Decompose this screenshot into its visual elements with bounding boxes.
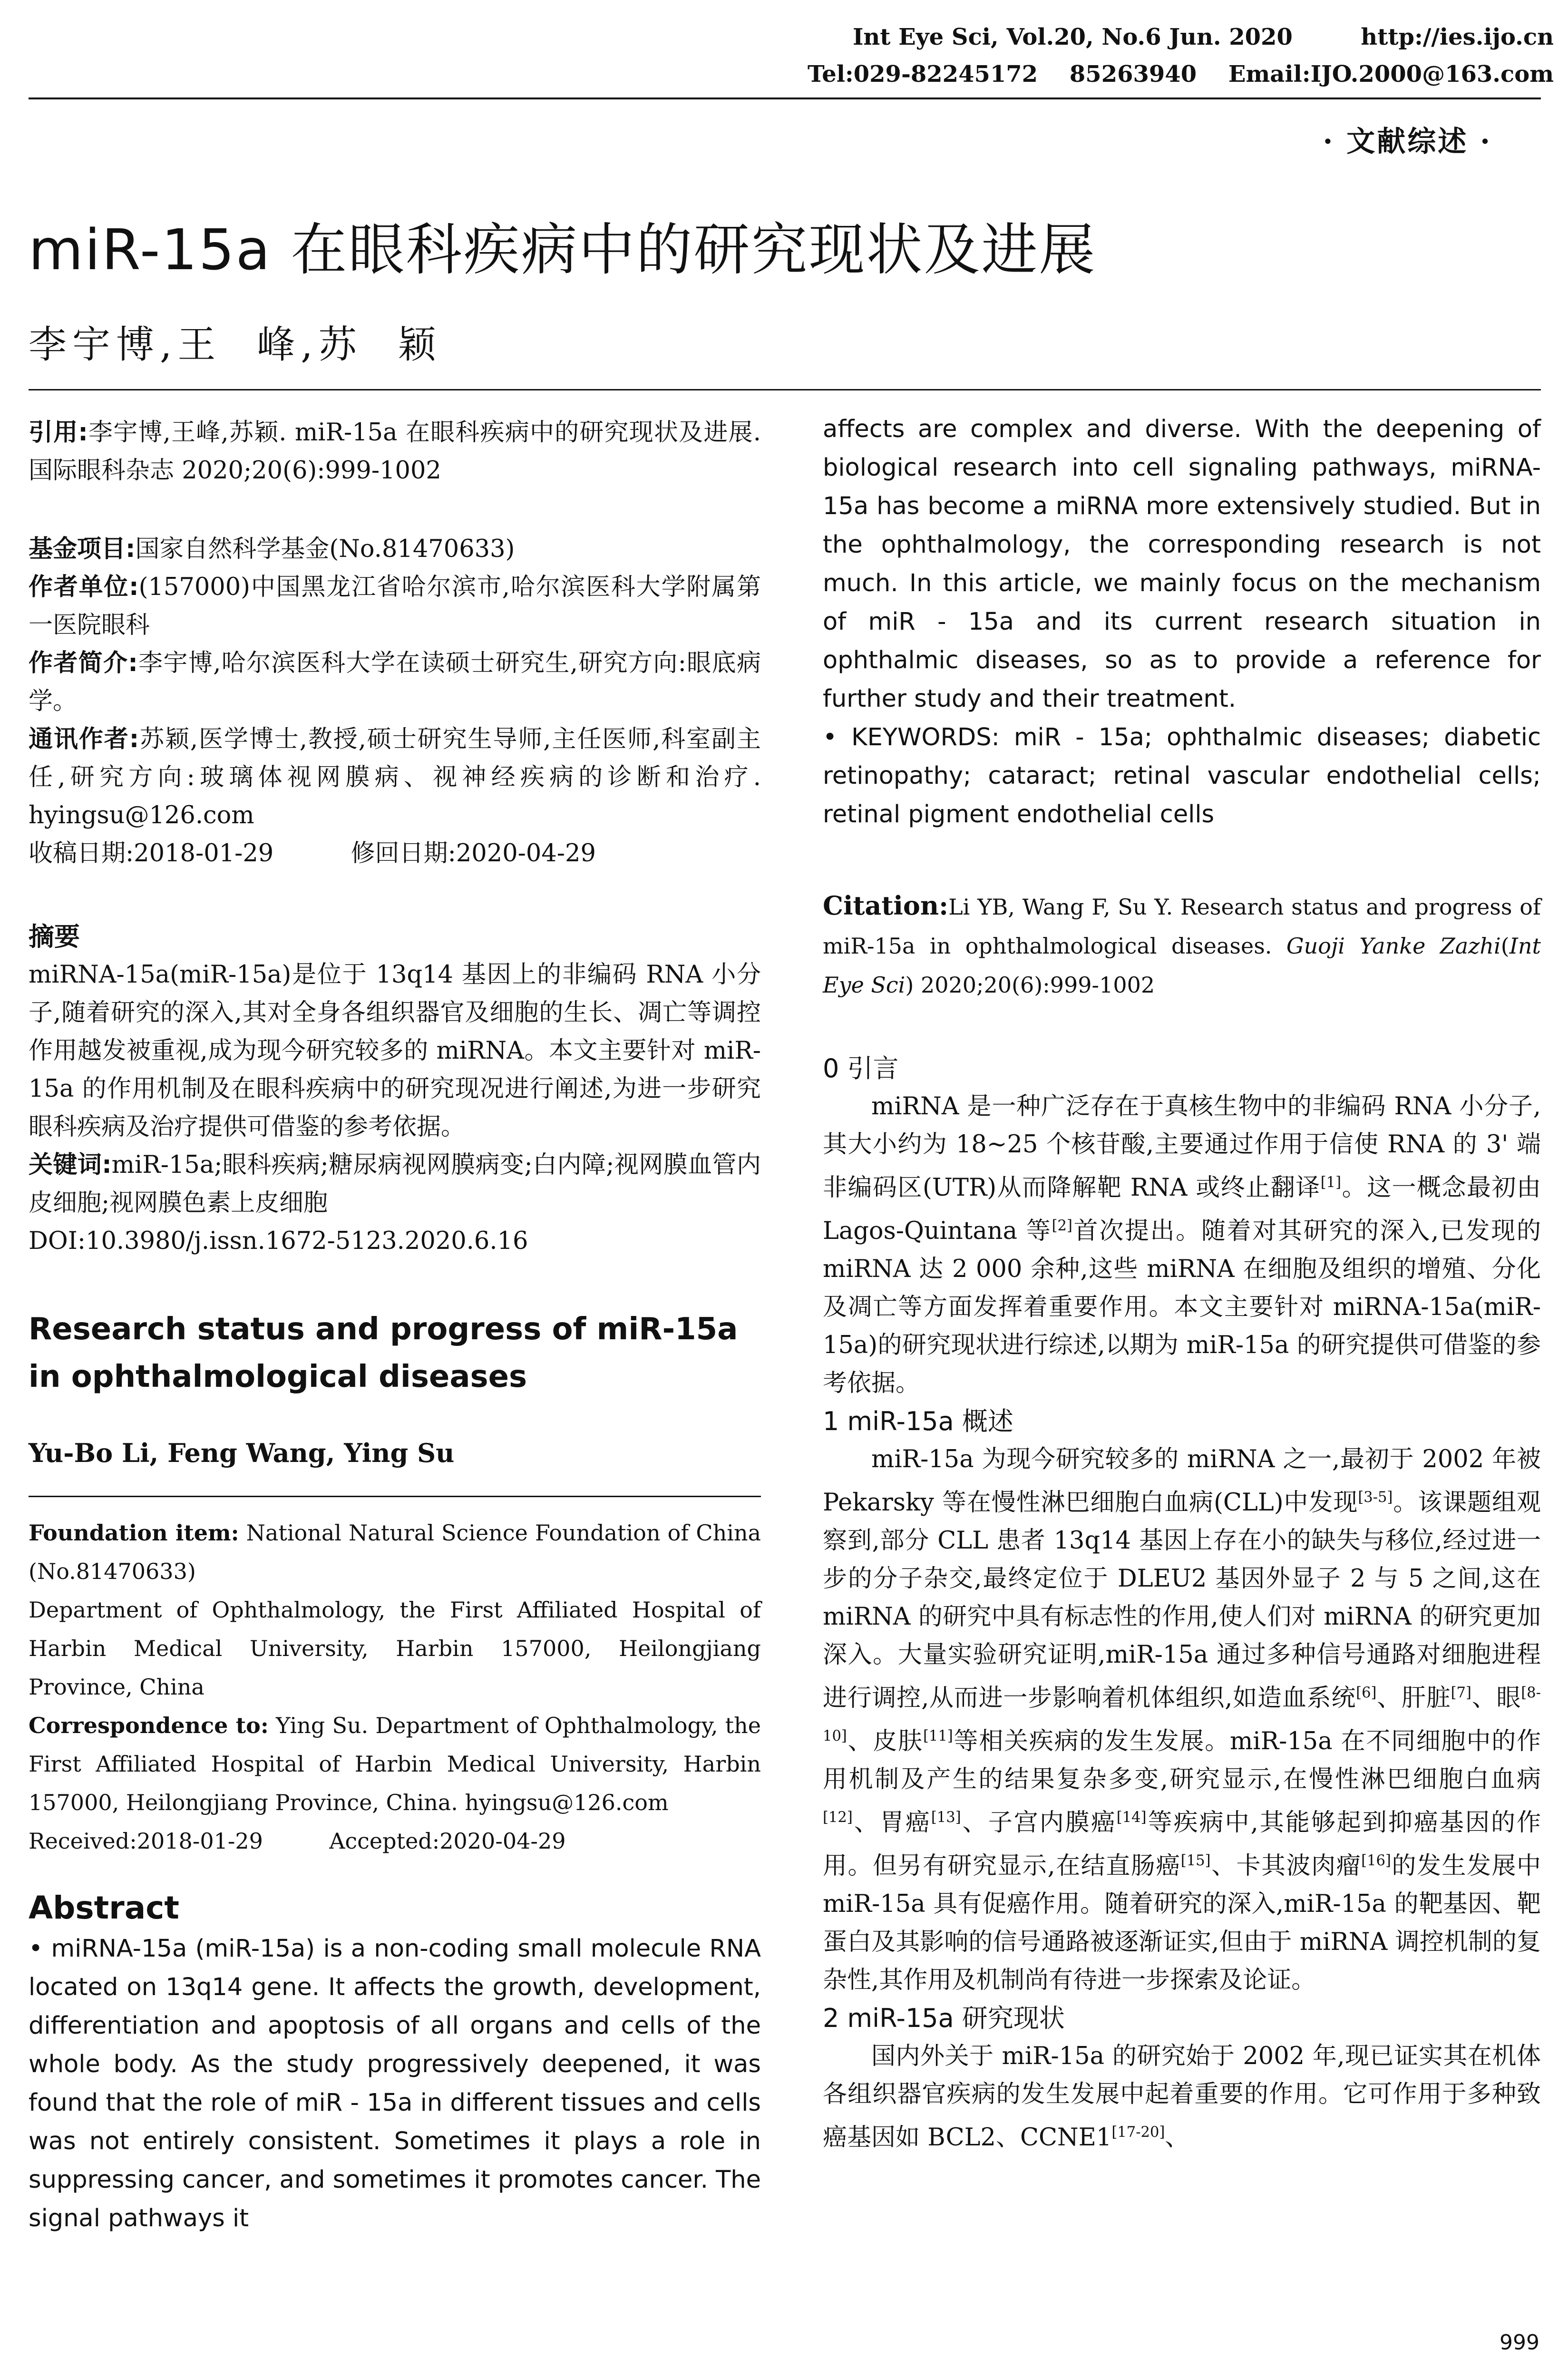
citation-en-paren: ( xyxy=(1500,933,1510,959)
accepted-en: Accepted:2020-04-29 xyxy=(329,1828,566,1854)
affiliation-text: (157000)中国黑龙江省哈尔滨市,哈尔滨医科大学附属第一医院眼科 xyxy=(29,573,761,639)
section-1-heading: 1 miR-15a 概述 xyxy=(823,1406,1013,1436)
sec1-text-b: 。该课题组观察到,部分 CLL 患者 13q14 基因上存在小的缺失与移位,经过进一步的分子杂交,最终定位于 DLEU2 基因外显子 2 与 5 之间,这在 miRNA 的研究中具有标志性的作用,使人们对 miRNA 的研究更加深入。大量实验研究证明,miR-15a 通过多种信号通路对细胞进程进行调控,从而进一步影响着机体组织,如造血系统 xyxy=(823,1489,1541,1712)
correspondence xyxy=(29,1706,761,1822)
citation-label: 引用: xyxy=(29,419,88,447)
ref-2[interactable]: [2] xyxy=(1052,1218,1072,1234)
sec1-text-k: 的发生发展中 miR-15a 具有促癌作用。随着研究的深入,miR-15a 的靶基因、靶蛋白及其影响的信号通路被逐渐证实,但由于 miRNA 调控机制的复杂性,其作用及机制尚有待进一步探索及论证。 xyxy=(823,1852,1541,1994)
sec0-text-b: 。这一概念最初由 Lagos-Quintana 等 xyxy=(823,1174,1541,1245)
section-1-paragraph xyxy=(823,1441,1541,1999)
section-0-paragraph xyxy=(823,1088,1541,1403)
abstract-heading-cn: 摘要 xyxy=(29,922,80,952)
english-title: Research status and progress of miR-15a in ophthalmological diseases xyxy=(29,1312,738,1394)
fund-text: 国家自然科学基金(No.81470633) xyxy=(135,535,515,563)
ref-7[interactable]: [7] xyxy=(1451,1685,1471,1701)
ref-6[interactable]: [6] xyxy=(1356,1685,1377,1701)
dates-en xyxy=(29,1822,761,1861)
foundation-label: Foundation item: xyxy=(29,1520,239,1546)
keywords-cn xyxy=(29,1146,761,1222)
ref-17-20[interactable]: [17-20] xyxy=(1111,2124,1165,2141)
page-title: miR-15a 在眼科疾病中的研究现状及进展 xyxy=(29,217,1097,283)
ref-12[interactable]: [12] xyxy=(823,1809,853,1826)
author-bio-label: 作者简介: xyxy=(29,649,138,677)
page-number: 999 xyxy=(1500,2330,1539,2355)
ref-11[interactable]: [11] xyxy=(923,1728,953,1744)
authors-cn: 李宇博,王 峰,苏 颖 xyxy=(29,322,442,367)
sec1-text-j: 、卡其波肉瘤 xyxy=(1210,1852,1362,1880)
keywords-en: • KEYWORDS: miR - 15a; ophthalmic diseases; diabetic retinopathy; cataract; retinal vascular endothelial cells; retinal pigment endothelial cells xyxy=(823,723,1541,828)
correspondence-text: Ying Su. Department of Ophthalmology, the First Affiliated Hospital of Harbin Medical University, Harbin 157000, Heilongjiang Province, China. hyingsu@126.com xyxy=(29,1713,761,1815)
ref-13[interactable]: [13] xyxy=(931,1809,961,1826)
affiliation-label: 作者单位: xyxy=(29,573,139,601)
right-column xyxy=(823,410,1541,2157)
author-bio-text: 李宇博,哈尔滨医科大学在读硕士研究生,研究方向:眼底病学。 xyxy=(29,649,761,715)
abstract-text-cn: miRNA-15a(miR-15a)是位于 13q14 基因上的非编码 RNA 小分子,随着研究的深入,其对全身各组织器官及细胞的生长、凋亡等调控作用越发被重视,成为现今研究较多的 miRNA。本文主要针对 miR-15a 的作用机制及在眼科疾病中的研究现况进行阐述,为进一步研究眼科疾病及治疗提供可借鉴的参考依据。 xyxy=(29,961,761,1141)
ref-15[interactable]: [15] xyxy=(1180,1852,1211,1869)
sec1-text-h: 、子宫内膜癌 xyxy=(961,1809,1117,1837)
corresponding-text: 苏颖,医学博士,教授,硕士研究生导师,主任医师,科室副主任,研究方向:玻璃体视网膜病、视神经疾病的诊断和治疗. hyingsu@126.com xyxy=(29,725,761,829)
citation-cn xyxy=(29,414,761,490)
citation-en-label: Citation: xyxy=(823,890,949,921)
citation-en-text-a: Li YB, Wang F, Su Y. Research status and progress of miR-15a in ophthalmological diseases. xyxy=(823,894,1541,959)
section-2-heading: 2 miR-15a 研究现状 xyxy=(823,2003,1065,2033)
section-label: · 文献综述 · xyxy=(1323,125,1492,158)
journal-header-line1 xyxy=(853,24,1554,50)
sec2-text-a: 国内外关于 miR-15a 的研究始于 2002 年,现已证实其在机体各组织器官疾病的发生发展中起着重要的作用。它可作用于多种致癌基因如 BCL2、CCNE1 xyxy=(823,2042,1541,2152)
foundation-text: National Natural Science Foundation of China (No.81470633) xyxy=(29,1520,761,1584)
fund-item xyxy=(29,530,761,568)
citation-en-journal-en: Int Eye Sci xyxy=(823,933,1541,998)
corresponding-author xyxy=(29,721,761,835)
abstract-text-en: • miRNA-15a (miR-15a) is a non-coding small molecule RNA located on 13q14 gene. It affects the growth, development, differentiation and apoptosis of all organs and cells of the whole body. As the study progressively deepened, it was found that the role of miR - 15a in different tissues and cells was not entirely consistent. Sometimes it plays a role in suppressing cancer, and sometimes it promotes cancer. The signal pathways it xyxy=(29,1935,761,2232)
sec1-text-a: miR-15a 为现今研究较多的 miRNA 之一,最初于 2002 年被 Pekarsky 等在慢性淋巴细胞白血病(CLL)中发现 xyxy=(823,1445,1541,1517)
abstract-heading-en: Abstract xyxy=(29,1890,179,1926)
sec1-text-i: 等疾病中,其能够起到抑癌基因的作用。但另有研究显示,在结直肠癌 xyxy=(823,1809,1541,1880)
department: Department of Ophthalmology, the First Affiliated Hospital of Harbin Medical University, Harbin 157000, Heilongjiang Province, China xyxy=(29,1597,761,1700)
sec0-text-a: miRNA 是一种广泛存在于真核生物中的非编码 RNA 小分子,其大小约为 18~25 个核苷酸,主要通过作用于信使 RNA 的 3' 端非编码区(UTR)从而降解靶 RNA 或终止翻译 xyxy=(823,1092,1541,1202)
dates-cn xyxy=(29,835,761,873)
section-2-paragraph xyxy=(823,2037,1541,2157)
citation-en-text-b: ) 2020;20(6):999-1002 xyxy=(905,972,1155,998)
journal-citation: Int Eye Sci, Vol.20, No.6 Jun. 2020 xyxy=(852,24,1293,50)
ref-16[interactable]: [16] xyxy=(1361,1852,1391,1869)
corresponding-label: 通讯作者: xyxy=(29,725,139,753)
sec1-text-c: 、肝脏 xyxy=(1376,1684,1451,1712)
citation-en xyxy=(823,886,1541,1004)
sec1-text-g: 、胃癌 xyxy=(852,1809,931,1837)
received-en: Received:2018-01-29 xyxy=(29,1828,263,1854)
title-rule xyxy=(29,389,1541,390)
journal-url[interactable]: http://ies.ijo.cn xyxy=(1361,24,1554,50)
sec1-text-f: 等相关疾病的发生发展。miR-15a 在不同细胞中的作用机制及产生的结果复杂多变,研究显示,在慢性淋巴细胞白血病 xyxy=(823,1727,1541,1793)
header-rule xyxy=(29,97,1541,99)
correspondence-label: Correspondence to: xyxy=(29,1713,269,1738)
english-authors: Yu-Bo Li, Feng Wang, Ying Su xyxy=(29,1438,455,1468)
left-column xyxy=(29,414,761,2238)
ref-14[interactable]: [14] xyxy=(1116,1809,1147,1826)
section-0-heading: 0 引言 xyxy=(823,1053,899,1083)
keywords-text: miR-15a;眼科疾病;糖尿病视网膜病变;白内障;视网膜血管内皮细胞;视网膜色素上皮细胞 xyxy=(29,1151,761,1217)
affiliation xyxy=(29,568,761,644)
ref-3-5[interactable]: [3-5] xyxy=(1358,1489,1393,1506)
sec1-text-e: 、皮肤 xyxy=(847,1727,923,1755)
journal-header-line2: Tel:029-82245172 85263940 Email:IJO.2000@163.com xyxy=(808,61,1554,88)
ref-1[interactable]: [1] xyxy=(1320,1174,1342,1191)
foundation-item xyxy=(29,1514,761,1591)
abstract-text-en-continued: affects are complex and diverse. With the deepening of biological research into cell signaling pathways, miRNA-15a has become a miRNA more extensively studied. But in the ophthalmology, the corresponding research is not much. In this article, we mainly focus on the mechanism of miR - 15a and its current research situation in ophthalmic diseases, so as to provide a reference for further study and their treatment. xyxy=(823,415,1541,713)
fund-label: 基金项目: xyxy=(29,535,136,563)
author-bio xyxy=(29,644,761,721)
doi[interactable]: DOI:10.3980/j.issn.1672-5123.2020.6.16 xyxy=(29,1227,528,1255)
citation-en-journal: Guoji Yanke Zazhi xyxy=(1286,933,1501,959)
keywords-label: 关键词: xyxy=(29,1151,112,1179)
ref-8-10[interactable]: [8-10] xyxy=(823,1685,1541,1744)
revised-date: 修回日期:2020-04-29 xyxy=(351,839,596,867)
sec2-text-b: 、 xyxy=(1165,2124,1189,2152)
sec1-text-d: 、眼 xyxy=(1471,1684,1521,1712)
received-date: 收稿日期:2018-01-29 xyxy=(29,839,274,867)
citation-text: 李宇博,王峰,苏颖. miR-15a 在眼科疾病中的研究现状及进展. 国际眼科杂志 2020;20(6):999-1002 xyxy=(29,419,761,485)
sec0-text-c: 首次提出。随着对其研究的深入,已发现的 miRNA 达 2 000 余种,这些 miRNA 在细胞及组织的增殖、分化及凋亡等方面发挥着重要作用。本文主要针对 miRNA-15a(miR-15a)的研究现状进行综述,以期为 miR-15a 的研究提供可借鉴的参考依据。 xyxy=(823,1217,1541,1397)
